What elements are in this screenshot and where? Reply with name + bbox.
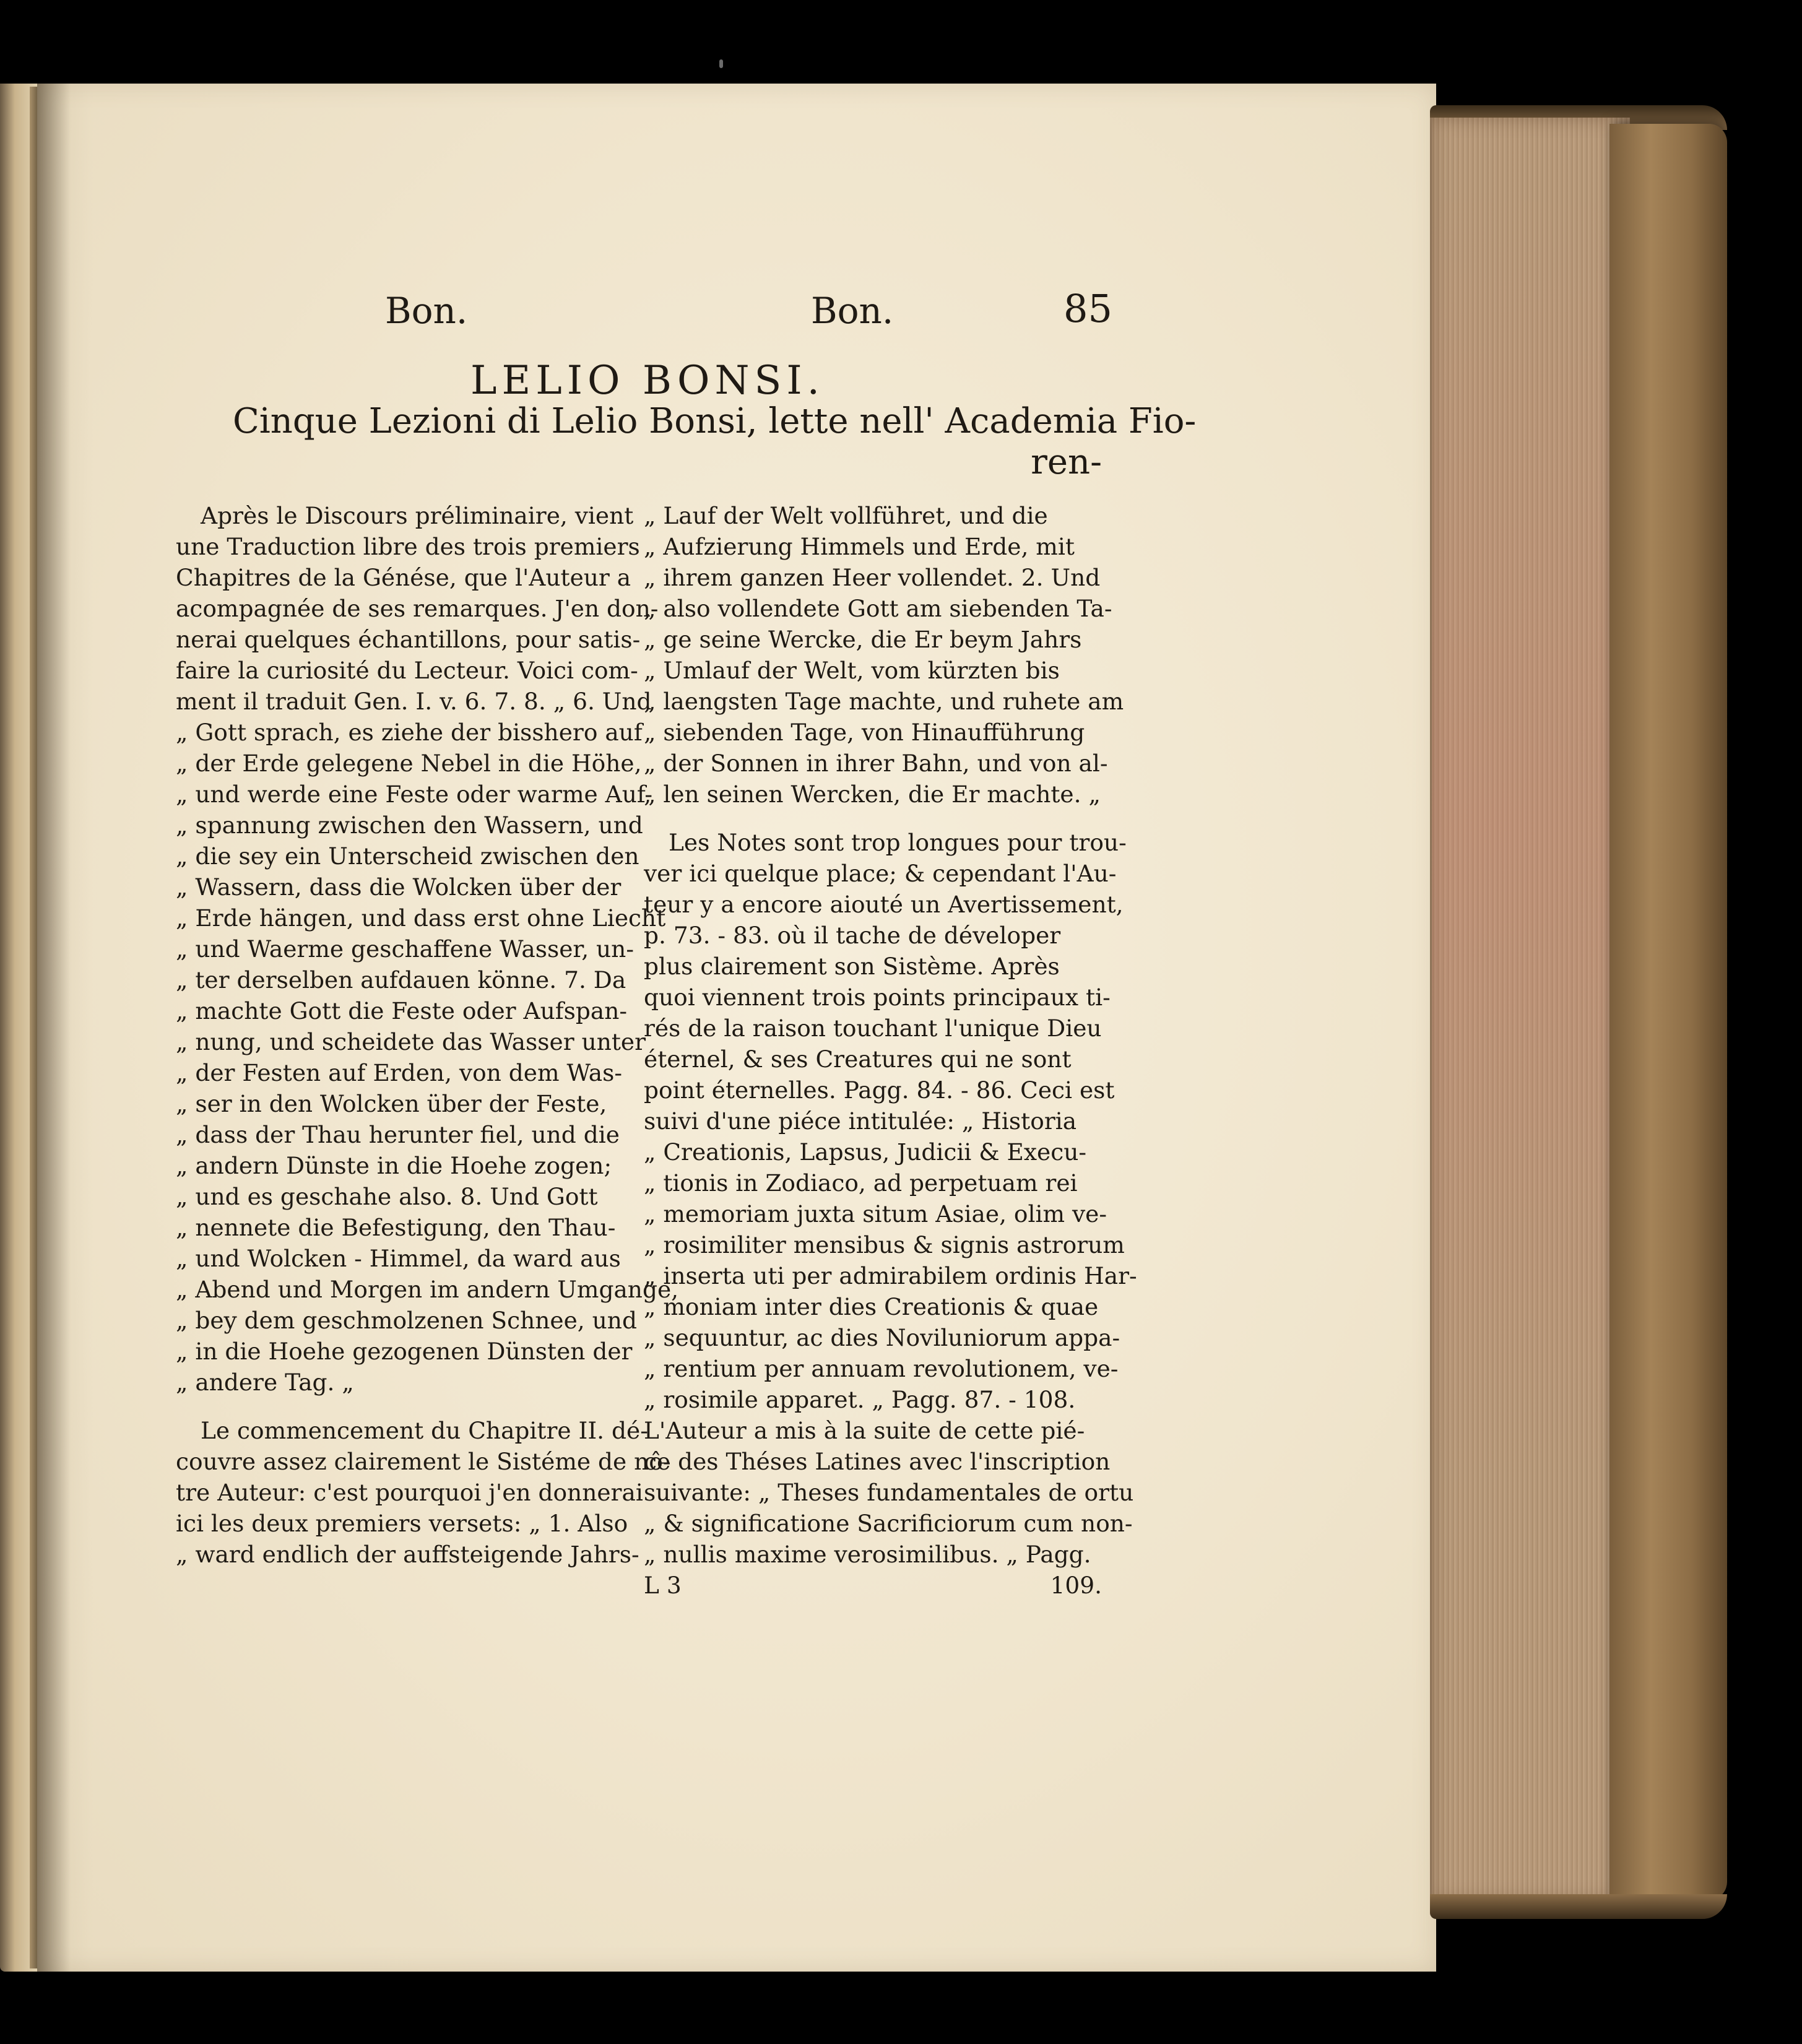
- paragraph-gap: [176, 1398, 596, 1415]
- entry-title: LELIO BONSI.: [470, 358, 825, 404]
- paragraph-gap: [644, 810, 1102, 827]
- text-line: „ andern Dünste in die Hoehe zogen;: [176, 1152, 612, 1179]
- catchword: 109.: [1050, 1572, 1102, 1599]
- gutter-shadow: [37, 84, 93, 1972]
- text-line: Les Notes sont trop longues pour trou-: [669, 829, 1127, 856]
- text-line: faire la curiosité du Lecteur. Voici com-: [176, 657, 638, 684]
- entry-subtitle: [233, 401, 1197, 483]
- text-line: ce des Théses Latines avec l'inscription: [644, 1448, 1111, 1475]
- text-line: „ Creationis, Lapsus, Judicii & Execu-: [644, 1138, 1087, 1166]
- text-line: „ ihrem ganzen Heer vollendet. 2. Und: [644, 564, 1101, 591]
- subtitle-line: Cinque Lezioni di Lelio Bonsi, lette nell' Academia Fio-: [233, 401, 1197, 441]
- text-line: „ Wassern, dass die Wolcken über der: [176, 873, 622, 901]
- text-line: „ Umlauf der Welt, vom kürzten bis: [644, 657, 1060, 684]
- text-line: point éternelles. Pagg. 84. - 86. Ceci est: [644, 1076, 1115, 1104]
- running-head-center: Bon.: [811, 290, 894, 332]
- text-line: Après le Discours préliminaire, vient: [201, 502, 634, 529]
- text-line: „ Lauf der Welt vollführet, und die: [644, 502, 1048, 529]
- text-line: „ nung, und scheidete das Wasser unter: [176, 1028, 646, 1055]
- text-line: „ und es geschahe also. 8. Und Gott: [176, 1183, 598, 1210]
- text-line: „ Erde hängen, und dass erst ohne Liecht: [176, 904, 666, 932]
- text-line: „ andere Tag. „: [176, 1369, 354, 1396]
- text-line: „ nullis maxime verosimilibus. „ Pagg.: [644, 1541, 1091, 1568]
- text-line: ici les deux premiers versets: „ 1. Also: [176, 1510, 628, 1537]
- subtitle-line: ren-: [1031, 442, 1102, 482]
- text-line: „ dass der Thau herunter fiel, und die: [176, 1121, 620, 1148]
- running-head-left: Bon.: [385, 290, 468, 332]
- text-line: „ in die Hoehe gezogenen Dünsten der: [176, 1338, 633, 1365]
- text-line: „ ter derselben aufdauen könne. 7. Da: [176, 966, 626, 994]
- text-line: ver ici quelque place; & cependant l'Au-: [644, 860, 1117, 887]
- text-line: „ ser in den Wolcken über der Feste,: [176, 1090, 607, 1117]
- text-line: rés de la raison touchant l'unique Dieu: [644, 1015, 1102, 1042]
- text-line: „ & significatione Sacrificiorum cum non-: [644, 1510, 1133, 1537]
- text-line: „ die sey ein Unterscheid zwischen den: [176, 842, 639, 870]
- text-line: tre Auteur: c'est pourquoi j'en donnerai: [176, 1479, 643, 1506]
- text-line: „ also vollendete Gott am siebenden Ta-: [644, 595, 1112, 622]
- right-column: [644, 500, 1137, 1601]
- text-line: „ machte Gott die Feste oder Aufspan-: [176, 997, 628, 1024]
- text-line: „ ge seine Wercke, die Er beym Jahrs: [644, 626, 1082, 653]
- text-line: suivi d'une piéce intitulée: „ Historia: [644, 1107, 1077, 1135]
- text-line: Chapitres de la Génése, que l'Auteur a: [176, 564, 631, 591]
- left-column: [176, 500, 679, 1570]
- signature-line: [644, 1570, 1102, 1601]
- text-line: „ len seinen Wercken, die Er machte. „: [644, 781, 1101, 808]
- text-line: „ und Wolcken - Himmel, da ward aus: [176, 1245, 621, 1272]
- text-line: une Traduction libre des trois premiers: [176, 533, 640, 560]
- text-line: „ nennete die Befestigung, den Thau-: [176, 1214, 616, 1241]
- text-line: ment il traduit Gen. I. v. 6. 7. 8. „ 6. Und: [176, 688, 652, 715]
- text-line: „ memoriam juxta situm Asiae, olim ve-: [644, 1200, 1107, 1228]
- text-line: „ sequuntur, ac dies Noviluniorum appa-: [644, 1324, 1120, 1351]
- text-line: „ der Sonnen in ihrer Bahn, und von al-: [644, 750, 1108, 777]
- text-line: L'Auteur a mis à la suite de cette pié-: [644, 1417, 1085, 1444]
- text-line: „ siebenden Tage, von Hinaufführung: [644, 719, 1085, 746]
- text-line: „ der Erde gelegene Nebel in die Höhe,: [176, 750, 642, 777]
- text-line: suivante: „ Theses fundamentales de ortu: [644, 1479, 1134, 1506]
- text-line: éternel, & ses Creatures qui ne sont: [644, 1046, 1072, 1073]
- text-line: plus clairement son Sistème. Après: [644, 953, 1060, 980]
- text-line: „ und werde eine Feste oder warme Auf-: [176, 781, 653, 808]
- binding-bottom: [1430, 1894, 1727, 1919]
- fore-edge: [1430, 118, 1630, 1900]
- text-line: „ laengsten Tage machte, und ruhete am: [644, 688, 1124, 715]
- text-line: „ Aufzierung Himmels und Erde, mit: [644, 533, 1075, 560]
- text-line: „ tionis in Zodiaco, ad perpetuam rei: [644, 1169, 1078, 1197]
- text-line: quoi viennent trois points principaux ti-: [644, 984, 1111, 1011]
- text-line: nerai quelques échantillons, pour satis-: [176, 626, 641, 653]
- text-line: „ moniam inter dies Creationis & quae: [644, 1293, 1099, 1320]
- signature-mark: L 3: [644, 1572, 682, 1599]
- text-line: teur y a encore aiouté un Avertissement,: [644, 891, 1124, 918]
- text-line: acompagnée de ses remarques. J'en don-: [176, 595, 659, 622]
- text-line: „ Gott sprach, es ziehe der bisshero auf: [176, 719, 643, 746]
- text-line: „ rosimiliter mensibus & signis astrorum: [644, 1231, 1125, 1258]
- text-line: couvre assez clairement le Sistéme de nô-: [176, 1448, 671, 1475]
- text-line: „ bey dem geschmolzenen Schnee, und: [176, 1307, 637, 1334]
- book-board: [1609, 124, 1727, 1900]
- text-line: „ Abend und Morgen im andern Umgange,: [176, 1276, 679, 1303]
- page-number: 85: [1063, 286, 1112, 331]
- dust-speck: [719, 59, 723, 68]
- text-line: „ und Waerme geschaffene Wasser, un-: [176, 935, 635, 963]
- text-line: „ inserta uti per admirabilem ordinis Har-: [644, 1262, 1137, 1289]
- text-line: „ rosimile apparet. „ Pagg. 87. - 108.: [644, 1386, 1076, 1413]
- text-line: „ der Festen auf Erden, von dem Was-: [176, 1059, 622, 1086]
- text-line: „ spannung zwischen den Wassern, und: [176, 812, 643, 839]
- text-line: Le commencement du Chapitre II. dé-: [201, 1417, 648, 1444]
- text-line: „ rentium per annuam revolutionem, ve-: [644, 1355, 1119, 1382]
- text-line: p. 73. - 83. où il tache de déveloper: [644, 922, 1061, 949]
- text-line: „ ward endlich der auffsteigende Jahrs-: [176, 1541, 639, 1568]
